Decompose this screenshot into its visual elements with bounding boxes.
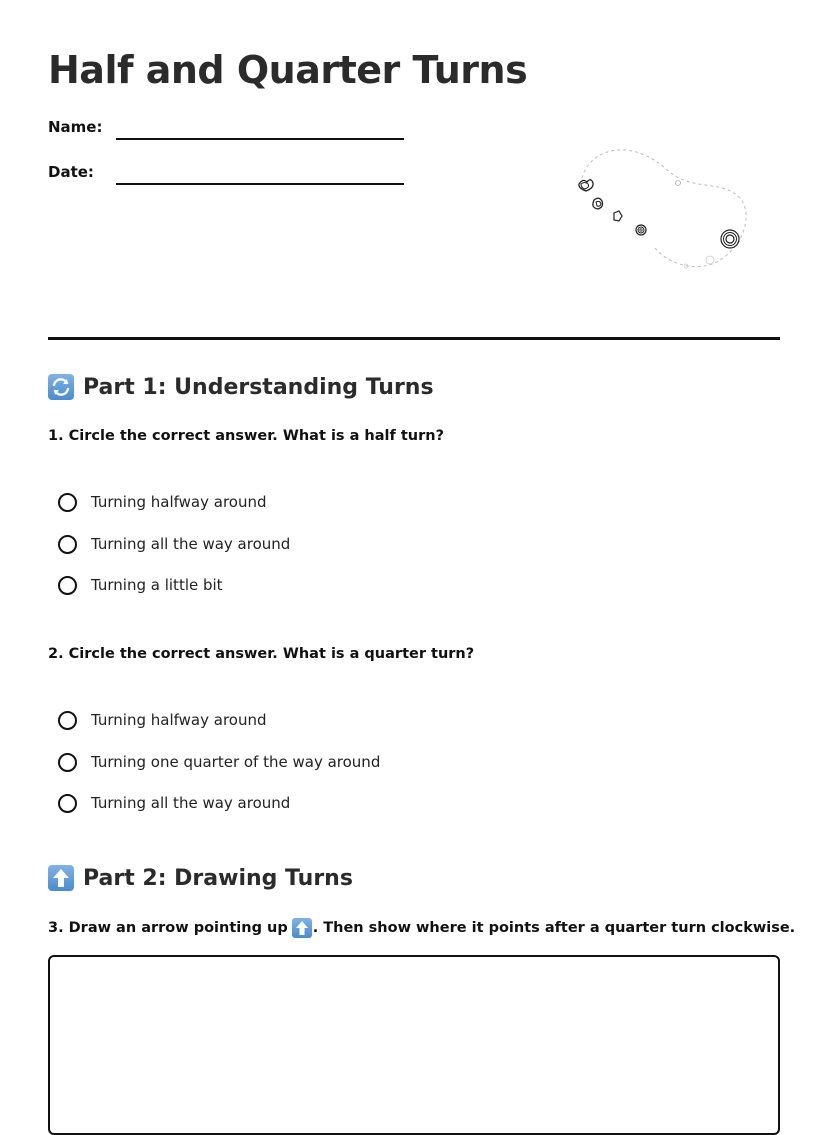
question-3-text-after: . Then show where it points after a quarter turn clockwise. xyxy=(312,920,796,936)
part2-title xyxy=(48,865,353,891)
date-underline xyxy=(116,183,404,185)
decorative-doodle-icon xyxy=(570,138,754,278)
option-label: Turning a little bit xyxy=(91,576,223,594)
option-label: Turning one quarter of the way around xyxy=(91,753,381,771)
question-1-text: 1. Circle the correct answer. What is a half turn? xyxy=(48,428,445,444)
up-arrow-icon xyxy=(292,918,312,938)
question-2-text: 2. Circle the correct answer. What is a quarter turn? xyxy=(48,646,475,662)
part2-title-text: Part 2: Drawing Turns xyxy=(83,865,353,891)
part1-title-text: Part 1: Understanding Turns xyxy=(83,374,434,400)
q1-option-1[interactable] xyxy=(58,490,267,514)
radio-circle[interactable] xyxy=(58,794,77,813)
question-3-text xyxy=(48,918,795,938)
name-underline xyxy=(116,138,404,140)
radio-circle[interactable] xyxy=(58,493,77,512)
radio-circle[interactable] xyxy=(58,535,77,554)
option-label: Turning all the way around xyxy=(91,535,291,553)
option-label: Turning all the way around xyxy=(91,794,291,812)
q1-option-3[interactable] xyxy=(58,573,223,597)
date-label: Date: xyxy=(48,163,94,181)
drawing-area[interactable] xyxy=(48,955,780,1135)
date-input[interactable] xyxy=(116,163,408,183)
q2-option-3[interactable] xyxy=(58,791,290,815)
q2-option-1[interactable] xyxy=(58,708,267,732)
option-label: Turning halfway around xyxy=(91,493,267,511)
name-label: Name: xyxy=(48,118,103,136)
page-title: Half and Quarter Turns xyxy=(48,48,528,92)
section-divider xyxy=(48,337,780,340)
name-field-row xyxy=(48,118,408,142)
date-field-row xyxy=(48,163,408,187)
radio-circle[interactable] xyxy=(58,753,77,772)
q2-option-2[interactable] xyxy=(58,750,380,774)
radio-circle[interactable] xyxy=(58,576,77,595)
radio-circle[interactable] xyxy=(58,711,77,730)
counterclockwise-arrows-icon xyxy=(48,374,74,400)
name-input[interactable] xyxy=(116,118,408,138)
option-label: Turning halfway around xyxy=(91,711,267,729)
q1-option-2[interactable] xyxy=(58,532,290,556)
part1-title xyxy=(48,374,434,400)
up-arrow-icon xyxy=(48,865,74,891)
question-3-text-before: 3. Draw an arrow pointing up xyxy=(48,920,288,936)
